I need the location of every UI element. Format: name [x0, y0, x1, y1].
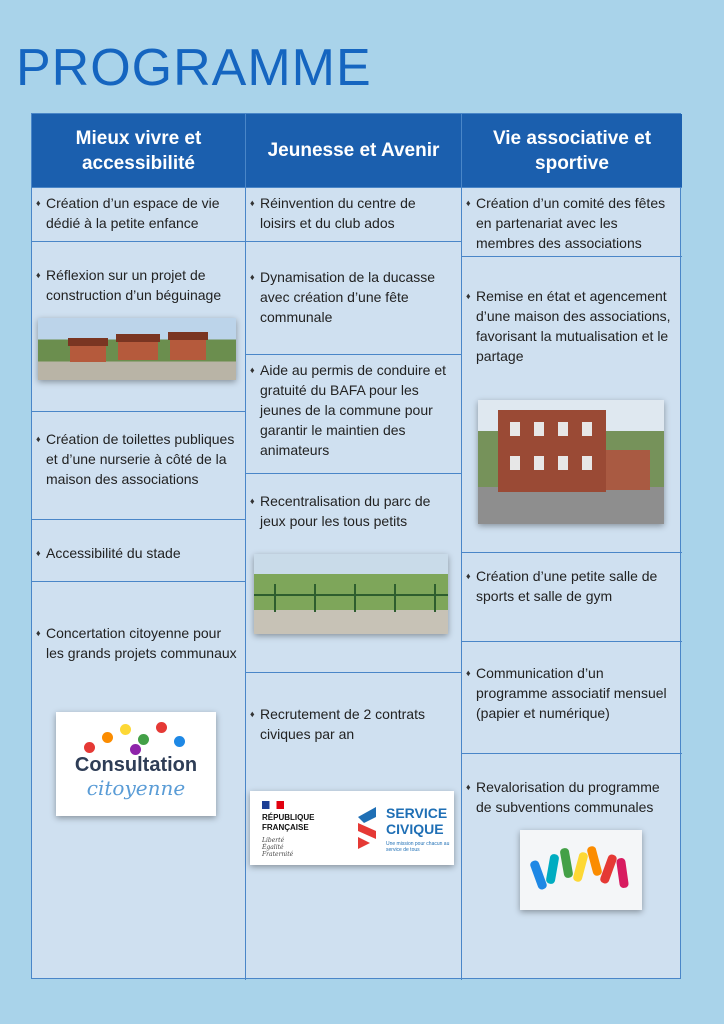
service-tagline: Une mission pour chacun au service de tous — [386, 841, 450, 853]
civique-label: CIVIQUE — [386, 821, 444, 837]
item-text: ♦ Revalorisation du programme de subventions communales — [476, 777, 676, 817]
list-item — [246, 187, 461, 241]
consultation-citoyenne-logo — [56, 712, 216, 816]
service-label: SERVICE — [386, 805, 448, 821]
column-jeunesse — [246, 114, 462, 980]
list-item — [246, 473, 461, 672]
service-civique-logo — [250, 791, 454, 865]
item-text: ♦ Création d’un espace de vie dédié à la petite enfance — [46, 193, 239, 233]
french-flag-icon — [262, 801, 284, 809]
programme-table — [31, 113, 681, 979]
motto-fraternite: Fraternité — [262, 851, 294, 858]
item-text: ♦ Réflexion sur un projet de construction d’un béguinage — [46, 265, 239, 305]
list-item — [462, 552, 682, 641]
rf-line1: RÉPUBLIQUE — [262, 813, 315, 822]
list-item — [32, 519, 245, 581]
list-item — [32, 411, 245, 519]
sport-silhouettes-image — [520, 830, 642, 910]
column-header: Mieux vivre et accessibilité — [32, 114, 245, 187]
item-text: ♦ Recentralisation du parc de jeux pour les tous petits — [260, 491, 455, 531]
list-item — [32, 581, 245, 980]
column-header: Jeunesse et Avenir — [246, 114, 461, 187]
item-text: ♦ Dynamisation de la ducasse avec création d’une fête communale — [260, 267, 455, 327]
item-text: ♦ Concertation citoyenne pour les grands projets communaux — [46, 623, 239, 663]
item-text: ♦ Accessibilité du stade — [46, 543, 239, 563]
rf-line2: FRANÇAISE — [262, 823, 309, 832]
column-mieux-vivre — [32, 114, 246, 980]
beguinage-photo — [38, 318, 236, 380]
item-text: ♦ Recrutement de 2 contrats civiques par an — [260, 704, 455, 744]
item-text: ♦ Création d’un comité des fêtes en partenariat avec les membres des associations — [476, 193, 676, 253]
playground-photo — [254, 554, 448, 634]
list-item — [32, 187, 245, 241]
list-item — [462, 753, 682, 980]
consultation-label: Consultation — [74, 754, 198, 776]
list-item — [32, 241, 245, 411]
page-title: PROGRAMME — [16, 39, 372, 97]
list-item — [246, 354, 461, 473]
list-item — [246, 672, 461, 980]
list-item — [462, 187, 682, 256]
column-vie-associative — [462, 114, 682, 980]
list-item — [246, 241, 461, 354]
column-header: Vie associative et sportive — [462, 114, 682, 187]
item-text: ♦ Communication d’un programme associatif mensuel (papier et numérique) — [476, 663, 676, 723]
service-civique-mark-icon — [354, 803, 380, 851]
list-item — [462, 256, 682, 552]
item-text: ♦ Création de toilettes publiques et d’une nurserie à côté de la maison des associations — [46, 429, 239, 489]
item-text: ♦ Création d’une petite salle de sports et salle de gym — [476, 566, 676, 606]
motto-egalite: Égalité — [262, 844, 284, 851]
motto-liberte: Liberté — [262, 837, 285, 844]
item-text: ♦ Remise en état et agencement d’une maison des associations, favorisant la mutualisation et le partage — [476, 286, 676, 366]
list-item — [462, 641, 682, 753]
maison-associations-photo — [478, 400, 664, 524]
item-text: ♦ Réinvention du centre de loisirs et du club ados — [260, 193, 455, 233]
item-text: ♦ Aide au permis de conduire et gratuité du BAFA pour les jeunes de la commune pour garantir le maintien des animateurs — [260, 360, 455, 460]
citoyenne-label: citoyenne — [86, 776, 186, 800]
